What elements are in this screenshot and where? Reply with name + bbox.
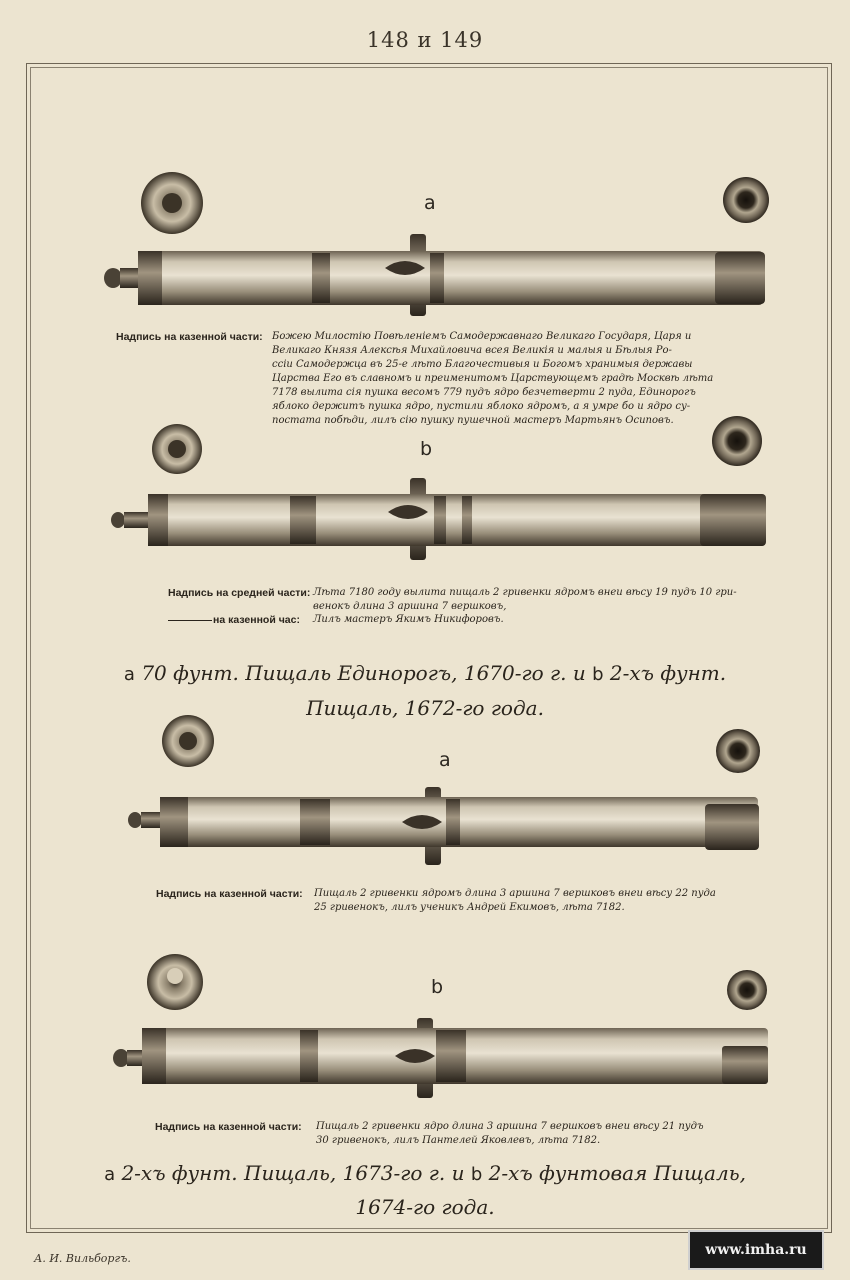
inscription-label: Надпись на средней части: (168, 587, 311, 599)
item-letter-4: b (431, 976, 444, 998)
caption-second-line1 (0, 1161, 850, 1185)
caption-letter: a (123, 664, 135, 685)
inscription-line: постата побѣди, лилъ сію пушку пушечной мастеръ Мартьянъ Осиповъ. (272, 415, 674, 426)
cannon-2 (111, 416, 766, 560)
inscription-line: яблоко держитъ пушка ядро, пустили яблоко ядромъ, а я умре бо и ядро су- (272, 401, 691, 412)
inscription-line: Лилъ мастеръ Якимъ Никифоровъ. (313, 614, 504, 625)
inscription-label: Надпись на казенной части: (116, 331, 263, 343)
inscription-line: венокъ длина 3 аршина 7 вершковъ, (313, 601, 507, 612)
inscription-label: Надпись на казенной части: (155, 1121, 302, 1133)
inscription-line: ссіи Самодержца въ 25-е лѣто Благочестивыя и Богомъ хранимыя державы (272, 359, 693, 370)
inscription-label: на казенной час: (213, 614, 300, 626)
inscription-line: Царства Его въ славномъ и преименитомъ Царствующемъ градѣ Москвѣ лѣта (272, 373, 714, 384)
inscription-label: Надпись на казенной части: (156, 888, 303, 900)
inscription-line: Пищаль 2 гривенки ядро длина 3 аршина 7 вершковъ внеи вѣсу 21 пудъ (316, 1121, 704, 1132)
inscription-line: Пищаль 2 гривенки ядромъ длина 3 аршина 7 вершковъ внеи вѣсу 22 пуда (314, 888, 716, 899)
ditto-rule (168, 620, 212, 621)
inscription-line: Божею Милостію Повѣленіемъ Самодержавнаго Великаго Государя, Царя и (272, 331, 692, 342)
caption-second-line2: 1674-го года. (355, 1195, 495, 1219)
muzzle-view-1 (723, 177, 769, 223)
inscription-line: 25 гривенокъ, лилъ ученикъ Андрей Екимовъ, лѣта 7182. (314, 902, 625, 913)
cannon-3 (128, 715, 760, 865)
muzzle-view-2 (712, 416, 762, 466)
caption-first-line2: Пищаль, 1672-го года. (306, 696, 544, 720)
item-letter-3: a (439, 749, 451, 771)
page-number: 148 и 149 (366, 28, 484, 52)
caption-letter: b (592, 664, 604, 685)
inscription-line: 30 гривенокъ, лилъ Пантелей Яковлевъ, лѣта 7182. (316, 1135, 601, 1146)
caption-letter: b (470, 1164, 483, 1185)
item-letter-1: a (424, 192, 436, 214)
inscription-line: Лѣта 7180 году вылита пищаль 2 гривенки ядромъ внеи вѣсу 19 пудъ 10 гри- (313, 587, 737, 598)
watermark-link[interactable]: www.imha.ru (688, 1230, 824, 1270)
inscription-line: 7178 вылита сія пушка весомъ 779 пудъ ядро безчетверти 2 пуда, Единорогъ (272, 387, 696, 398)
caption-letter: a (104, 1164, 116, 1185)
muzzle-view-4 (727, 970, 767, 1010)
publisher-credit: А. И. Вильборгъ. (34, 1252, 131, 1265)
item-letter-2: b (420, 438, 433, 460)
caption-text: 70 фунт. Пищаль Единорогъ, 1670-го г. и (141, 661, 586, 685)
caption-first-line1 (0, 661, 850, 685)
caption-text: 2-хъ фунт. (609, 661, 727, 685)
cannon-1 (104, 172, 769, 316)
caption-text: 2-хъ фунт. Пищаль, 1673-го г. и (121, 1161, 465, 1185)
inscription-line: Великаго Князя Алексѣя Михайловича всея Великія и малыя и Бѣлыя Ро- (272, 345, 672, 356)
muzzle-view-3 (716, 729, 760, 773)
caption-text: 2-хъ фунтовая Пищаль, (488, 1161, 746, 1185)
